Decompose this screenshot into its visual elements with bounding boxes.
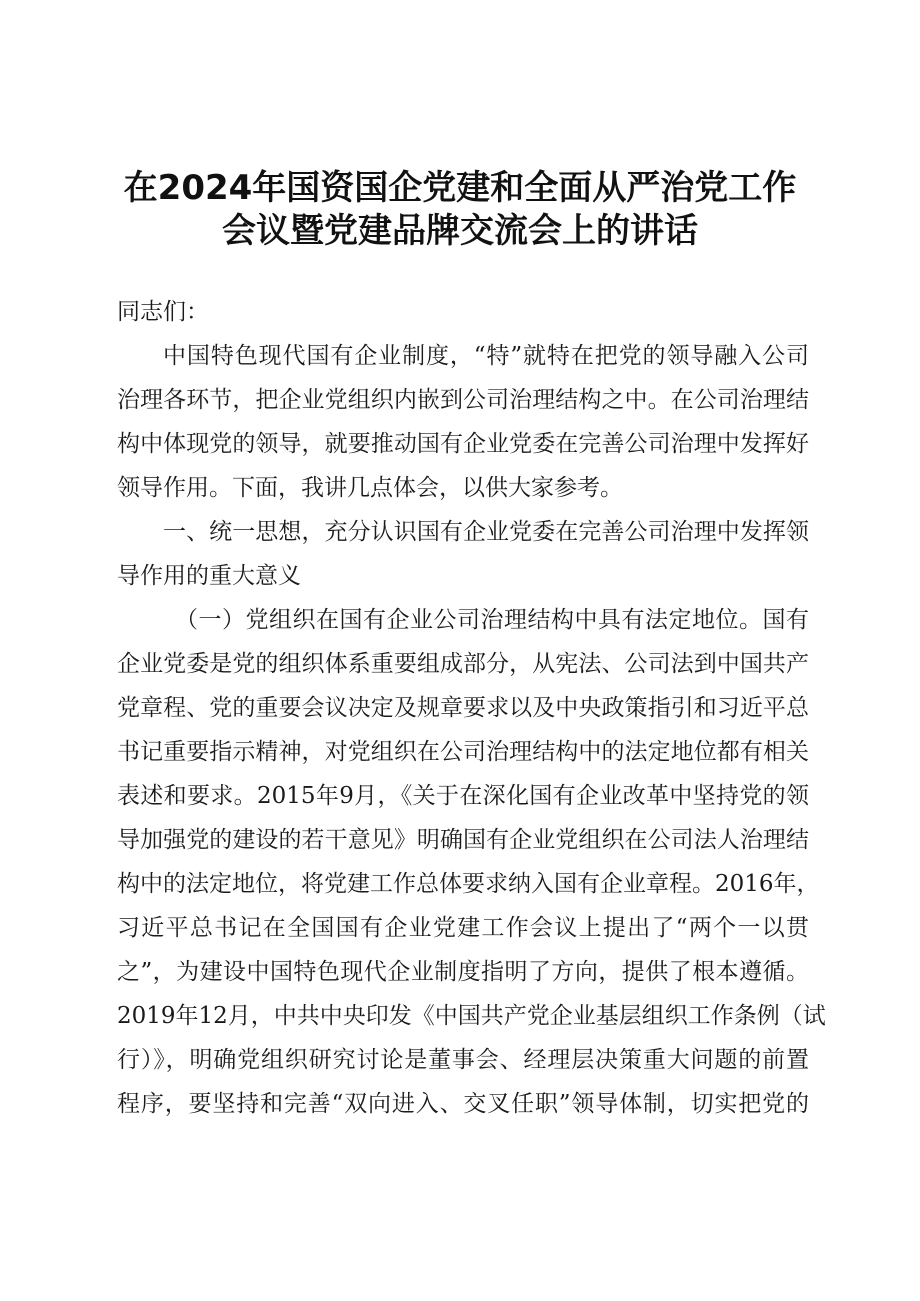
body-line: 书记重要指示精神，对党组织在公司治理结构中的法定地位都有相关 xyxy=(117,739,809,765)
body-line: 之”，为建设中国特色现代企业制度指明了方向，提供了根本遵循。 xyxy=(117,959,809,985)
body-line: 领导作用。下面，我讲几点体会，以供大家参考。 xyxy=(117,475,623,501)
body-line: 行）》，明确党组织研究讨论是董事会、经理层决策重大问题的前置 xyxy=(117,1047,809,1073)
document-title-line-1: 在2024年国资国企党建和全面从严治党工作 xyxy=(123,168,797,208)
body-line: 习近平总书记在全国国有企业党建工作会议上提出了“两个一以贯 xyxy=(117,915,809,941)
section-heading: 一、统一思想，充分认识国有企业党委在完善公司治理中发挥领 xyxy=(163,519,809,545)
body-line: 治理各环节，把企业党组织内嵌到公司治理结构之中。在公司治理结 xyxy=(117,387,809,413)
body-line: 中国特色现代国有企业制度，“特”就特在把党的领导融入公司 xyxy=(163,343,809,369)
body-line: 党章程、党的重要会议决定及规章要求以及中央政策指引和习近平总 xyxy=(117,695,809,721)
body-line: 表述和要求。2015年9月，《关于在深化国有企业改革中坚持党的领 xyxy=(117,783,809,809)
salutation: 同志们： xyxy=(117,299,209,325)
document-title-line-2: 会议暨党建品牌交流会上的讲话 xyxy=(222,211,698,251)
body-line: 程序，要坚持和完善“双向进入、交叉任职”领导体制，切实把党的 xyxy=(117,1091,809,1117)
body-line: 构中的法定地位，将党建工作总体要求纳入国有企业章程。2016年， xyxy=(117,871,820,897)
body-line: 导加强党的建设的若干意见》明确国有企业党组织在公司法人治理结 xyxy=(117,827,809,853)
subsection-heading: （一）党组织在国有企业公司治理结构中具有法定地位。国有 xyxy=(175,607,809,633)
body-line: 2019年12月，中共中央印发《中国共产党企业基层组织工作条例（试 xyxy=(117,1003,826,1029)
body-line: 构中体现党的领导，就要推动国有企业党委在完善公司治理中发挥好 xyxy=(117,431,809,457)
section-heading: 导作用的重大意义 xyxy=(117,563,301,589)
body-line: 企业党委是党的组织体系重要组成部分，从宪法、公司法到中国共产 xyxy=(117,651,809,677)
